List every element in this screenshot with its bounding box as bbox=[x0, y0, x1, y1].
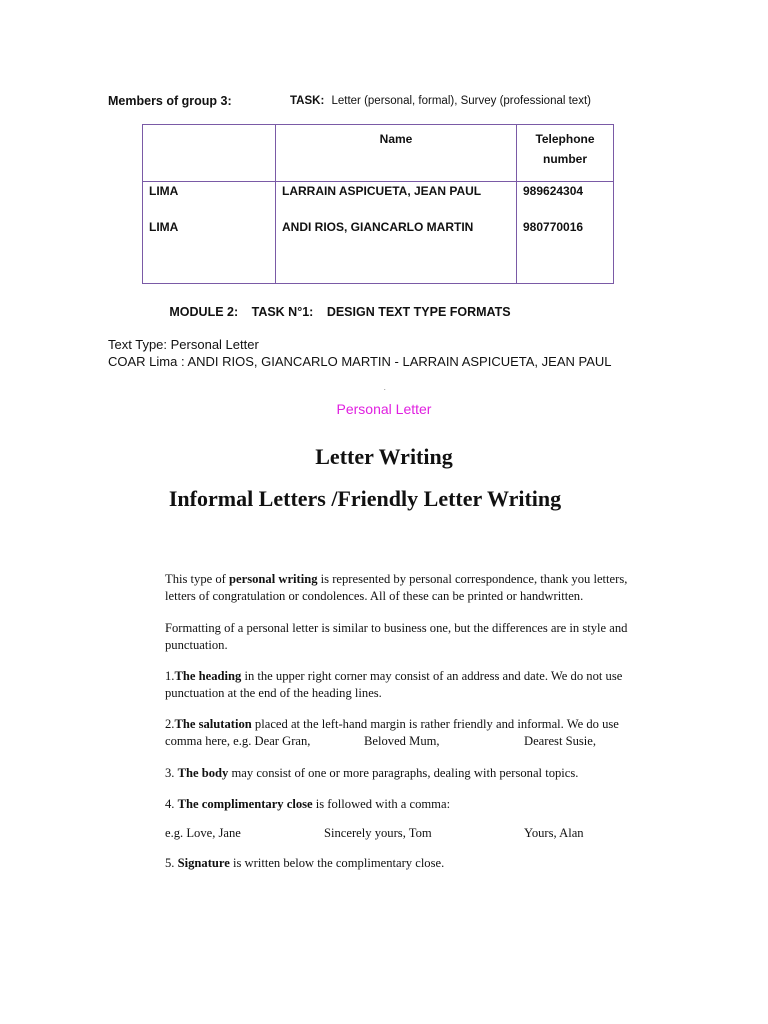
module-heading bbox=[0, 305, 680, 319]
task-line bbox=[290, 95, 591, 107]
paragraph-heading bbox=[165, 668, 675, 701]
table-cell-name: ANDI RIOS, GIANCARLO MARTIN bbox=[276, 217, 517, 253]
letter-writing-heading: Letter Writing bbox=[315, 444, 453, 469]
module-label: MODULE 2: bbox=[169, 305, 239, 319]
paragraph-formatting bbox=[165, 620, 675, 653]
p8-number: 5. bbox=[165, 856, 178, 870]
table-cell-phone: 989624304 bbox=[517, 182, 614, 218]
task-label: TASK: bbox=[290, 95, 325, 107]
closing-example-3: Yours, Alan bbox=[524, 826, 584, 840]
table-header-row bbox=[143, 125, 614, 182]
paragraph-personal-writing bbox=[165, 571, 675, 604]
p4-number: 2. bbox=[165, 717, 175, 731]
closing-example-2: Sincerely yours, Tom bbox=[324, 826, 432, 840]
p1-text-post: is represented by personal correspondence, thank you letters, bbox=[317, 572, 628, 586]
p8-text: is written below the complimentary close. bbox=[229, 856, 445, 870]
module-title: DESIGN TEXT TYPE FORMATS bbox=[326, 305, 511, 319]
p5-text: may consist of one or more paragraphs, dealing with personal topics. bbox=[228, 766, 579, 780]
stray-dot: . bbox=[384, 386, 386, 392]
p1-text: This type of bbox=[165, 572, 230, 586]
table-header-name: Name bbox=[276, 125, 517, 182]
table-header-blank bbox=[143, 125, 276, 182]
p3-line2: punctuation at the end of the heading lines. bbox=[165, 685, 382, 700]
salutation-example-1: comma here, e.g. Dear Gran, bbox=[165, 733, 311, 748]
table-row bbox=[143, 217, 614, 253]
table-cell-empty bbox=[143, 253, 276, 284]
closing-examples bbox=[165, 825, 675, 842]
coar-line: COAR Lima : ANDI RIOS, GIANCARLO MARTIN - LARRAIN ASPICUETA, JEAN PAUL bbox=[108, 354, 612, 369]
table-cell-city: LIMA bbox=[143, 182, 276, 218]
table-cell-phone: 980770016 bbox=[517, 217, 614, 253]
p1-line2: letters of congratulation or condolences. All of these can be printed or handwritten. bbox=[165, 588, 584, 603]
paragraph-body bbox=[165, 765, 675, 782]
p3-number: 1. bbox=[165, 669, 175, 683]
paragraph-salutation bbox=[165, 716, 675, 749]
task-text: Letter (personal, formal), Survey (professional text) bbox=[331, 95, 591, 107]
table-cell-city: LIMA bbox=[143, 217, 276, 253]
salutation-example-2: Beloved Mum, bbox=[364, 733, 440, 748]
paragraph-signature bbox=[165, 855, 675, 872]
table-header-telephone bbox=[517, 125, 614, 182]
p2-line1: Formatting of a personal letter is similar to business one, but the differences are in style and bbox=[165, 621, 628, 635]
table-row-empty bbox=[143, 253, 614, 284]
p3-bold: The heading bbox=[174, 669, 242, 683]
p6-text: is followed with a comma: bbox=[312, 797, 451, 811]
text-type-line: Text Type: Personal Letter bbox=[108, 337, 259, 352]
p3-text: in the upper right corner may consist of an address and date. We do not use bbox=[241, 669, 623, 683]
p1-bold: personal writing bbox=[229, 572, 318, 586]
informal-letters-heading: Informal Letters /Friendly Letter Writing bbox=[168, 486, 562, 511]
table-row bbox=[143, 182, 614, 218]
p8-bold: Signature bbox=[177, 856, 230, 870]
members-label: Members of group 3: bbox=[108, 94, 232, 108]
p5-number: 3. bbox=[165, 766, 178, 780]
table-cell-empty bbox=[276, 253, 517, 284]
paragraph-complimentary-close bbox=[165, 796, 675, 813]
closing-example-1: e.g. Love, Jane bbox=[165, 826, 241, 840]
table-cell-empty bbox=[517, 253, 614, 284]
p5-bold: The body bbox=[177, 766, 229, 780]
p4-text: placed at the left-hand margin is rather friendly and informal. We do use bbox=[251, 717, 619, 731]
p6-number: 4. bbox=[165, 797, 178, 811]
p2-line2: punctuation. bbox=[165, 637, 228, 652]
telephone-header-line2: number bbox=[542, 152, 587, 166]
p6-bold: The complimentary close bbox=[177, 797, 313, 811]
telephone-header-line1: Telephone bbox=[535, 132, 595, 146]
task-number-label: TASK N°1: bbox=[251, 305, 314, 319]
members-table bbox=[142, 124, 614, 284]
table-cell-name: LARRAIN ASPICUETA, JEAN PAUL bbox=[276, 182, 517, 218]
salutation-example-3: Dearest Susie, bbox=[524, 733, 597, 748]
p4-bold: The salutation bbox=[174, 717, 252, 731]
personal-letter-label: Personal Letter bbox=[336, 401, 432, 417]
